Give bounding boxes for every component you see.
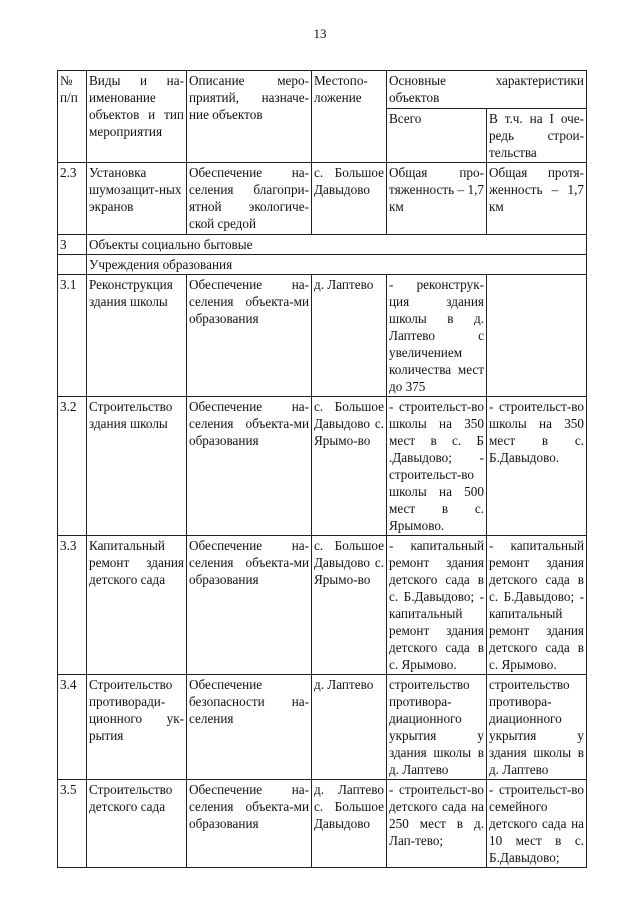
row-stage1: - капитальный ремонт здания детского сада в с. Б.Давыдово; - капитальный ремонт здания детского сада в с. Ярымово. — [487, 536, 587, 675]
row-kind: Строительство детского сада — [87, 780, 187, 868]
row-num — [58, 255, 87, 275]
row-total: - реконструк-ция здания школы в д. Лаптево с увеличением количества мест до 375 — [387, 275, 487, 397]
row-total: строительство противора-диационного укрытия у здания школы в д. Лаптево — [387, 675, 487, 780]
row-place: с. Большое Давыдово — [312, 163, 387, 235]
header-total: Всего — [387, 109, 487, 163]
row-total: Общая про-тяженность – 1,7 км — [387, 163, 487, 235]
row-desc: Обеспечение на-селения объекта-ми образования — [187, 397, 312, 536]
row-place: д. Лаптево — [312, 675, 387, 780]
row-kind: Строительство здания школы — [87, 397, 187, 536]
row-kind: Реконструкция здания школы — [87, 275, 187, 397]
row-place: д. Лаптево — [312, 275, 387, 397]
row-kind: Капитальный ремонт здания детского сада — [87, 536, 187, 675]
row-num: 2.3 — [58, 163, 87, 235]
row-num: 3 — [58, 235, 87, 255]
page-number: 13 — [313, 26, 327, 41]
row-stage1 — [487, 275, 587, 397]
row-place: д. Лаптево с. Большое Давыдово — [312, 780, 387, 868]
row-place: с. Большое Давыдово с. Ярымо-во — [312, 397, 387, 536]
row-desc: Обеспечение на-селения объекта-ми образования — [187, 780, 312, 868]
section-title: Учреждения образования — [87, 255, 587, 275]
section-row — [58, 235, 587, 255]
header-desc: Описание меро-приятий, назначе-ние объектов — [187, 71, 312, 163]
row-kind: Установка шумозащит-ных экранов — [87, 163, 187, 235]
table-row — [58, 675, 587, 780]
row-stage1: Общая протя-женность – 1,7 км — [487, 163, 587, 235]
header-place: Местопо-ложение — [312, 71, 387, 163]
table-row — [58, 397, 587, 536]
header-row — [58, 71, 587, 109]
row-num: 3.1 — [58, 275, 87, 397]
row-total: - строительст-во детского сада на 250 мест в д. Лап-тево; — [387, 780, 487, 868]
row-num: 3.2 — [58, 397, 87, 536]
table-row — [58, 275, 587, 397]
row-desc: Обеспечение безопасности на-селения — [187, 675, 312, 780]
row-stage1: строительство противора-диационного укрытия у здания школы в д. Лаптево — [487, 675, 587, 780]
row-desc: Обеспечение на-селения объекта-ми образования — [187, 536, 312, 675]
row-stage1: - строительст-во школы на 350 мест в с. Б.Давыдово. — [487, 397, 587, 536]
header-stage1: В т.ч. на I оче-редь строи-тельства — [487, 109, 587, 163]
header-kind: Виды и на-именование объектов и тип мероприятия — [87, 71, 187, 163]
row-total: - капитальный ремонт здания детского сада в с. Б.Давыдово; - капитальный ремонт здания детского сада в с. Ярымово. — [387, 536, 487, 675]
row-num: 3.5 — [58, 780, 87, 868]
row-num: 3.4 — [58, 675, 87, 780]
row-total: - строительст-во школы на 350 мест в с. Б .Давыдово; - строительст-во школы на 500 мест в с. Ярымово. — [387, 397, 487, 536]
row-place: с. Большое Давыдово с. Ярымо-во — [312, 536, 387, 675]
row-stage1: - строительст-во семейного детского сада на 10 мест в с. Б.Давыдово; — [487, 780, 587, 868]
row-num: 3.3 — [58, 536, 87, 675]
section-title: Объекты социально бытовые — [87, 235, 587, 255]
row-kind: Строительство противоради-ционного ук-рытия — [87, 675, 187, 780]
table-row — [58, 780, 587, 868]
table-row — [58, 163, 587, 235]
table-row — [58, 536, 587, 675]
section-row — [58, 255, 587, 275]
header-main-chars: Основные характеристики объектов — [387, 71, 587, 109]
row-desc: Обеспечение на-селения объекта-ми образования — [187, 275, 312, 397]
objects-table — [57, 70, 587, 868]
row-desc: Обеспечение на-селения благопри-ятной экологиче-ской средой — [187, 163, 312, 235]
header-num: № п/п — [58, 71, 87, 163]
